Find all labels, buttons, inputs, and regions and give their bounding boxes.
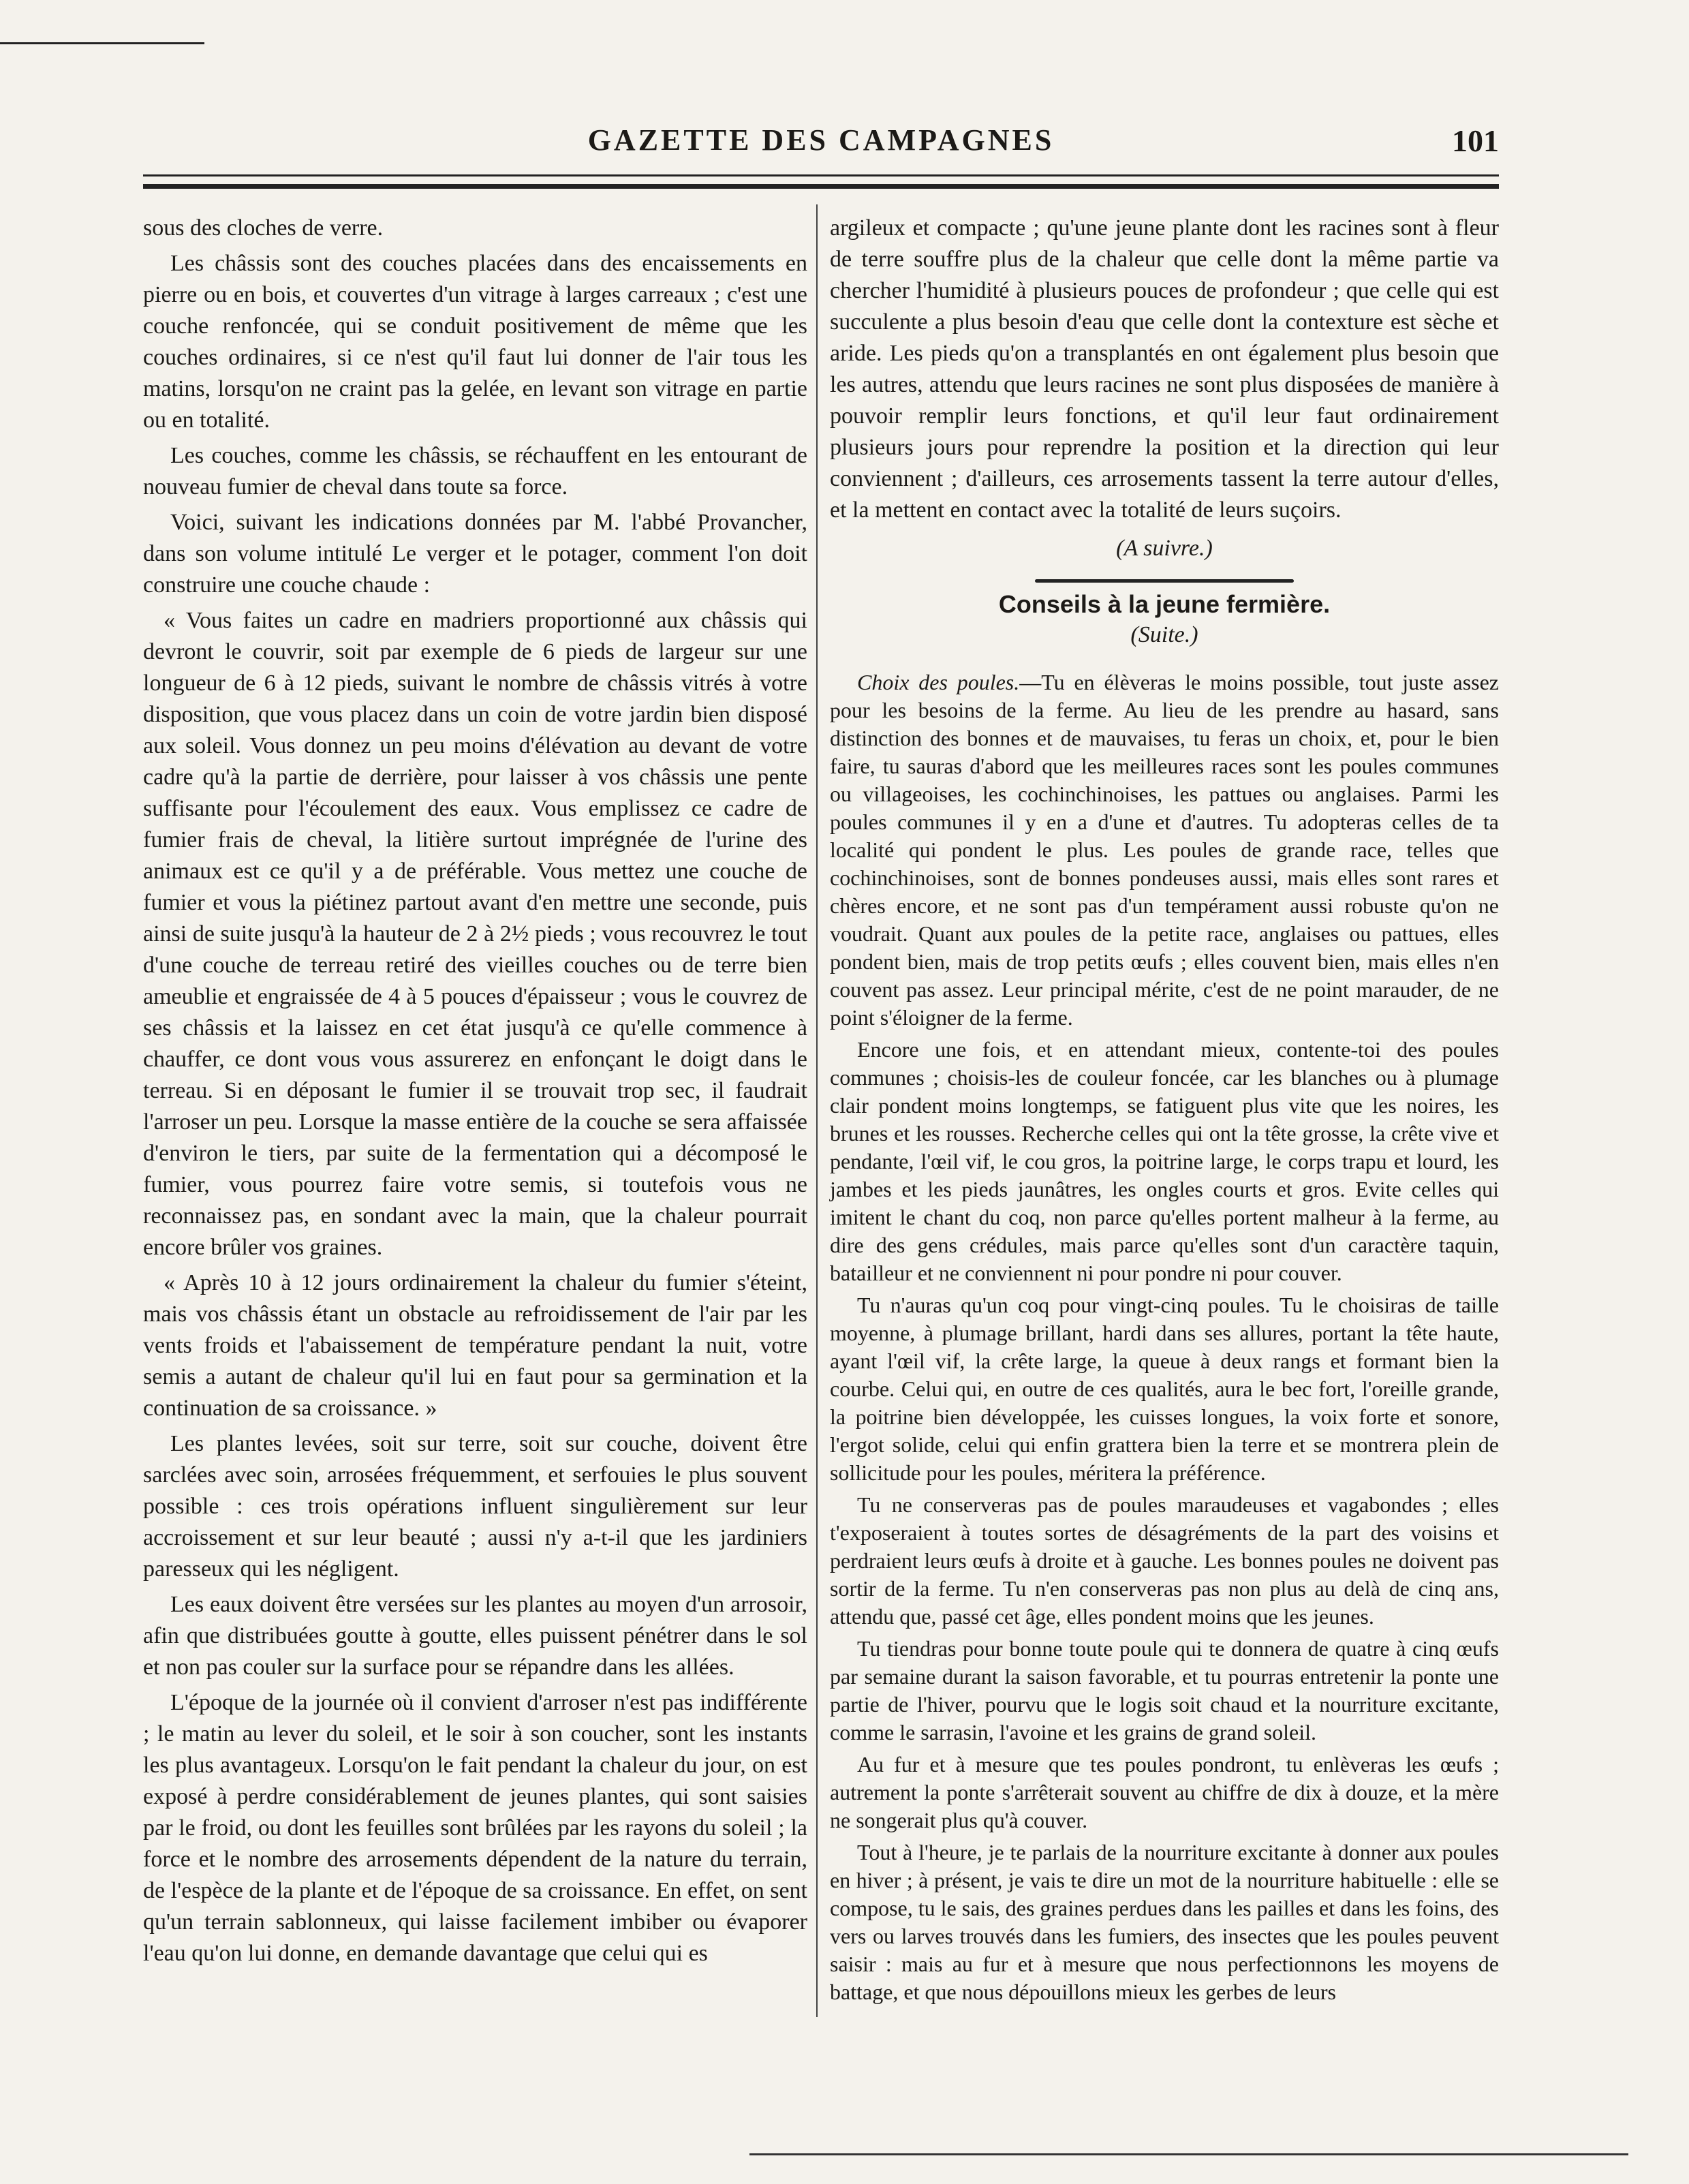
to-be-continued: (A suivre.): [1116, 536, 1213, 561]
paragraph: Voici, suivant les indications données par M. l'abbé Provancher, dans son volume intitulé Le verger et le potager, comment l'on doit construire une couche chaude :: [143, 510, 807, 598]
paragraph: Les châssis sont des couches placées dans des encaissements en pierre ou en bois, et couvertes d'un vitrage à larges carreaux ; c'est une couche renfoncée, qui se conduit positivement de même que les couches ordinaires, si ce n'est qu'il faut lui donner de l'air tous les matins, lorsqu'on ne craint pas la gelée, en levant son vitrage en partie ou en totalité.: [143, 251, 807, 433]
paragraph-text: —Tu en élèveras le moins possible, tout juste assez pour les besoins de la ferme. Au lieu de les prendre au hasard, sans distinction des bonnes et de mauvaises, tu feras un choix, et, pour le bien faire, tu sauras d'abord que les meilleures races sont les poules communes ou villageoises, les cochinchinoises, les pattues ou anglaises. Parmi les poules communes il y en a d'une et d'autres. Tu adopteras celles de ta localité qui pondent le plus. Les poules de grande race, telles que cochinchinoises, sont de bonnes pondeuses aussi, mais elles sont rares et chères encore, et ne sont pas d'un tempérament aussi robuste qu'on ne voudrait. Quant aux poules de la petite race, anglaises ou pattues, elles pondent bien, mais de trop petits œufs ; elles couvent bien, mais elles n'en couvent pas assez. Leur principal mérite, c'est de ne point marauder, de ne point s'éloigner de la ferme.: [830, 670, 1499, 1030]
page-header: [143, 123, 1499, 164]
page-number: 101: [1452, 123, 1499, 158]
paragraph: Tout à l'heure, je te parlais de la nourriture excitante à donner aux poules en hiver ; à présent, je vais te dire un mot de la nourriture habituelle : elle se compose, tu le sais, des graines perdues dans les pailles et dans les foins, des vers ou larves trouvés dans les fumiers, des insectes que les poules peuvent saisir : mais au fur et à mesure que nous perfectionnons les moyens de battage, et que nous dépouillons mieux les gerbes de leurs: [830, 1840, 1499, 2004]
publication-title: GAZETTE DES CAMPAGNES: [587, 123, 1055, 157]
paragraph: Tu n'auras qu'un coq pour vingt-cinq poules. Tu le choisiras de taille moyenne, à plumage brillant, hardi dans ses allures, portant la tête haute, ayant l'œil vif, la crête large, la queue à deux rangs et formant bien la courbe. Celui qui, en outre de ces qualités, aura le bec fort, l'oreille grande, la poitrine bien développée, les cuisses longues, la voix forte et sonore, l'ergot solide, celui qui enfin grattera bien la terre et se montrera plein de sollicitude pour les poules, méritera la préférence.: [830, 1293, 1499, 1485]
header-rule-thin: [143, 174, 1499, 176]
right-column: [830, 213, 1499, 2006]
paragraph-lead: Choix des poules.: [857, 670, 1020, 694]
paragraph: Les eaux doivent être versées sur les plantes au moyen d'un arrosoir, afin que distribuées goutte à goutte, elles puissent pénétrer dans le sol et non pas couler sur la surface pour se répandre dans les allées.: [143, 1592, 807, 1680]
header-rule-thick: [143, 184, 1499, 189]
top-edge-rule: [0, 42, 204, 44]
paragraph: Au fur et à mesure que tes poules pondront, tu enlèveras les œufs ; autrement la ponte s'arrêterait souvent au chiffre de dix à douze, et la mère ne songerait plus qu'à couver.: [830, 1752, 1499, 1832]
continued-paragraph: argileux et compacte ; qu'une jeune plante dont les racines sont à fleur de terre souffre plus de la chaleur que celle dont la même partie va chercher l'humidité à plusieurs pouces de profondeur ; que celle qui est succulente a plus besoin d'eau que celle dont la contexture est sèche et aride. Les pieds qu'on a transplantés en ont également plus besoin que les autres, attendu que leurs racines ne sont plus disposées de manière à pouvoir remplir leurs fonctions, et qu'il leur faut ordinairement plusieurs jours pour reprendre la position et la direction qui leur conviennent ; d'ailleurs, ces arrosements tassent la terre autour d'elles, et la mettent en contact avec la totalité de leurs suçoirs.: [830, 215, 1499, 523]
section-subtitle: (Suite.): [1130, 622, 1198, 647]
paragraph: Les plantes levées, soit sur terre, soit sur couche, doivent être sarclées avec soin, arrosées fréquemment, et serfouies le plus souvent possible : ces trois opérations influent singulièrement sur leur accroissement et sur leur beauté ; aussi n'y a-t-il que les jardiniers paresseux qui les négligent.: [143, 1431, 807, 1582]
paragraph: sous des cloches de verre.: [143, 215, 384, 241]
paragraph: Encore une fois, et en attendant mieux, contente-toi des poules communes ; choisis-les de couleur foncée, car les blanches ou à plumage clair pondent moins longtemps, se fatiguent plus vite que les noires, les brunes et les rousses. Recherche celles qui ont la tête grosse, la crête vive et pendante, l'œil vif, le cou gros, la poitrine large, le corps trapu et lourd, les jambes et les pieds jaunâtres, les ongles courts et gros. Evite celles qui imitent le chant du coq, non parce qu'elles portent malheur à la ferme, au dire des gens crédules, mais parce qu'elles sont d'un caractère taquin, batailleur et ne conviennent ni pour pondre ni pour couver.: [830, 1037, 1499, 1285]
quote-paragraph: « Vous faites un cadre en madriers proportionné aux châssis qui devront le couvrir, soit par exemple de 6 pieds de largeur sur une longueur de 6 à 12 pieds, suivant le nombre de châssis vitrés à votre disposition, que vous placez dans un coin de votre jardin bien disposé aux soleil. Vous donnez un peu moins d'élévation au devant de votre cadre qu'à la partie de derrière, pour laisser à vos châssis une pente suffisante pour l'écoulement des eaux. Vous emplissez ce cadre de fumier frais de cheval, la litière surtout imprégnée de l'urine des animaux est ce qu'il y a de préférable. Vous mettez une couche de fumier et vous la piétinez partout avant d'en mettre une seconde, puis ainsi de suite jusqu'à la hauteur de 2 à 2½ pieds ; vous recouvrez le tout d'une couche de terreau retiré des vieilles couches ou de terre bien ameublie et engraissée de 4 à 5 pouces d'épaisseur ; vous le couvrez de ses châssis et la laissez en cet état jusqu'à ce qu'elle commence à chauffer, ce dont vous vous assurerez en enfonçant le doigt dans le terreau. Si en déposant le fumier il se trouvait trop sec, il faudrait l'arroser un peu. Lorsque la masse entière de la couche se sera affaissée d'environ le tiers, par suite de la fermentation qui a décomposé le fumier, vous pourrez faire votre semis, si toutefois vous ne reconnaissez pas, en sondant avec la main, que la chaleur pourrait encore brûler vos graines.: [143, 608, 807, 1260]
paragraph: Tu ne conserveras pas de poules maraudeuses et vagabondes ; elles t'exposeraient à toutes sortes de désagréments de la part des voisins et perdraient leurs œufs à droite et à gauche. Les bonnes poules ne doivent pas sortir de la ferme. Tu n'en conserveras pas non plus au delà de cinq ans, attendu que, passé cet âge, elles pondent moins que les jeunes.: [830, 1492, 1499, 1629]
section-body: [830, 668, 1499, 2006]
section-ornament-rule: [1035, 579, 1294, 583]
left-column: [143, 213, 807, 1969]
section-title: Conseils à la jeune fermière.: [998, 590, 1331, 618]
column-divider: [816, 204, 818, 2017]
paragraph: [830, 668, 1499, 1032]
quote-paragraph: « Après 10 à 12 jours ordinairement la chaleur du fumier s'éteint, mais vos châssis étant un obstacle au refroidissement de l'air par les vents froids et l'abaissement de température pendant la nuit, votre semis a autant de chaleur qu'il lui en faut pour sa germination et la continuation de sa croissance. »: [143, 1270, 807, 1421]
bottom-rule: [749, 2153, 1628, 2155]
paragraph: Les couches, comme les châssis, se réchauffent en les entourant de nouveau fumier de cheval dans toute sa force.: [143, 443, 807, 499]
paragraph: Tu tiendras pour bonne toute poule qui te donnera de quatre à cinq œufs par semaine durant la saison favorable, et tu pourras entretenir la ponte une partie de l'hiver, pourvu que le logis soit chaud et la nourriture excitante, comme le sarrasin, l'avoine et les grains de grand soleil.: [830, 1636, 1499, 1744]
paragraph: L'époque de la journée où il convient d'arroser n'est pas indifférente ; le matin au lever du soleil, et le soir à son coucher, sont les instants les plus avantageux. Lorsqu'on le fait pendant la chaleur du jour, on est exposé à perdre considérablement de jeunes plantes, qui sont saisies par le froid, ou dont les feuilles sont brûlées par les rayons du soleil ; la force et le nombre des arrosements dépendent de la nature du terrain, de l'espèce de la plante et de l'époque de sa croissance. En effet, on sent qu'un terrain sablonneux, qui laisse facilement imbiber ou évaporer l'eau qu'on lui donne, en demande davantage que celui qui es: [143, 1690, 807, 1966]
